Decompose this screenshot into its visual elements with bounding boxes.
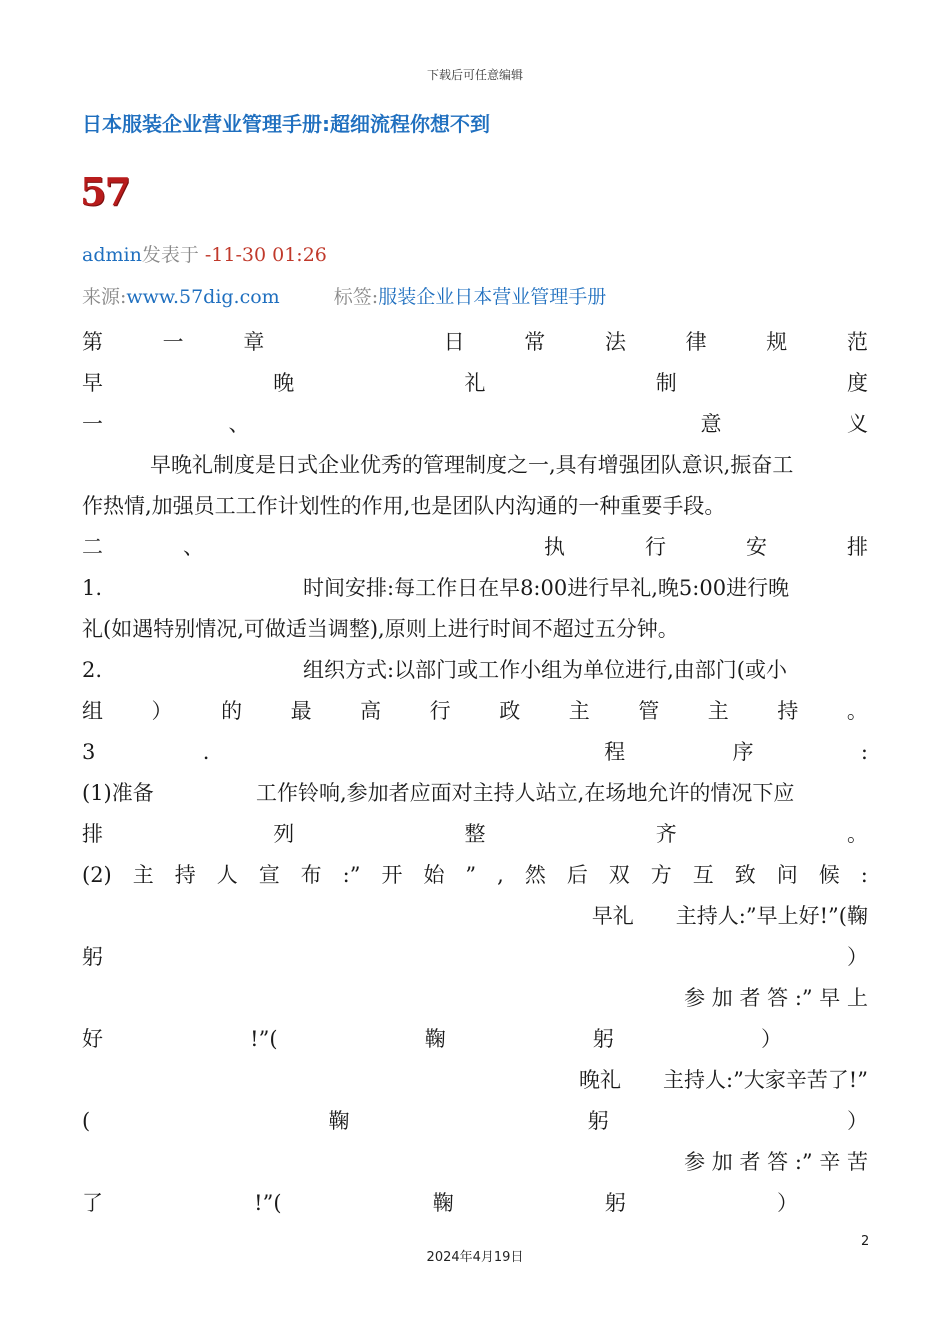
- paragraph-line: 早晚礼制度是日式企业优秀的管理制度之一,具有增强团队意识,振奋工: [150, 453, 794, 477]
- subsection-heading-1: 一 、 意 义: [82, 412, 868, 436]
- paragraph-line: 了 !”( 鞠 躬 ）: [82, 1191, 798, 1215]
- subsection-heading-2: 二 、 执 行 安 排: [82, 535, 868, 559]
- author-link[interactable]: admin: [82, 244, 142, 266]
- paragraph-line: 早礼 主持人:”早上好!”(鞠: [591, 904, 868, 928]
- paragraph-line: 躬 ）: [82, 945, 868, 969]
- tags-label: 标签:: [333, 286, 379, 308]
- paragraph-line: (2) 主 持 人 宣 布 :” 开 始 ” , 然 后 双 方 互 致 问 候 :: [82, 863, 868, 887]
- post-meta: [82, 242, 327, 268]
- paragraph-line: 好 !”( 鞠 躬 ）: [82, 1027, 782, 1051]
- chapter-heading: 第 一 章 日 常 法 律 规 范: [82, 330, 868, 354]
- paragraph-line: 1. 时间安排:每工作日在早8:00进行早礼,晚5:00进行晚: [82, 576, 790, 600]
- paragraph-line: 3 . 程 序 :: [82, 740, 868, 764]
- paragraph-line: 晚礼 主持人:”大家辛苦了!”: [579, 1068, 868, 1092]
- posted-label: 发表于: [141, 244, 199, 266]
- article-title[interactable]: 日本服装企业营业管理手册:超细流程你想不到: [82, 112, 490, 136]
- tags-link[interactable]: 服装企业日本营业管理手册: [378, 286, 607, 308]
- paragraph-line: 参 加 者 答 :” 辛 苦: [684, 1150, 868, 1174]
- source-label: 来源:: [82, 286, 127, 308]
- section-heading: 早 晚 礼 制 度: [82, 371, 868, 395]
- post-date: -11-30 01:26: [204, 244, 327, 266]
- page-number: 2: [861, 1234, 870, 1249]
- page-footer-date: 2024年4月19日: [426, 1250, 524, 1265]
- page-header: 下载后可任意编辑: [426, 68, 523, 82]
- paragraph-line: (1)准备 工作铃响,参加者应面对主持人站立,在场地允许的情况下应: [82, 781, 795, 805]
- paragraph-line: 排 列 整 齐 。: [82, 822, 868, 846]
- paragraph-line: 2. 组织方式:以部门或工作小组为单位进行,由部门(或小: [82, 658, 787, 682]
- paragraph-line: 礼(如遇特别情况,可做适当调整),原则上进行时间不超过五分钟。: [82, 617, 679, 641]
- paragraph-line: 参 加 者 答 :” 早 上: [684, 986, 868, 1010]
- source-tags-row: [82, 284, 606, 310]
- paragraph-line: ( 鞠 躬 ）: [82, 1109, 868, 1133]
- site-logo[interactable]: 57: [80, 169, 129, 214]
- paragraph-line: 组 ） 的 最 高 行 政 主 管 主 持 。: [82, 699, 868, 723]
- paragraph-line: 作热情,加强员工工作计划性的作用,也是团队内沟通的一种重要手段。: [82, 494, 726, 518]
- source-link[interactable]: www.57dig.com: [126, 286, 280, 308]
